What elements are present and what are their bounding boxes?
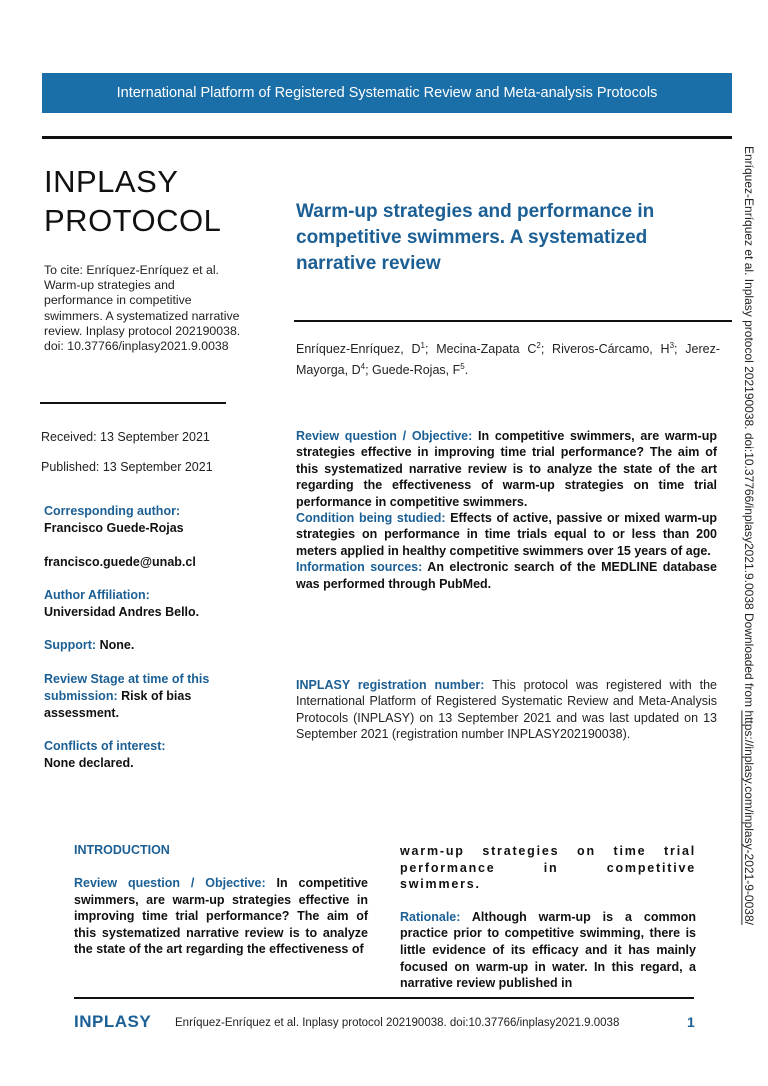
affiliation-label: Author Affiliation: (44, 588, 150, 602)
conflicts-value: None declared. (44, 756, 134, 770)
author-list-end: . (464, 363, 469, 378)
protocol-heading (44, 162, 221, 240)
registration-text: This protocol was registered with the International Platform of Registered Systematic Review and Meta-Analysis Protocols (INPLASY) on 13 September 2021 and was last updated on 13 September 2021 (registration number INPLASY202190038). (296, 678, 717, 742)
journal-banner: International Platform of Registered Systematic Review and Meta-analysis Protocols (42, 73, 732, 113)
heading-line-2: PROTOCOL (44, 203, 222, 238)
abstract-sources (296, 559, 717, 592)
review-stage (44, 671, 254, 722)
author-5-affil: 5 (460, 362, 465, 372)
intro-rationale (400, 909, 696, 992)
support (44, 637, 254, 654)
rationale-label: Rationale: (400, 909, 461, 924)
author-5: ; Guede-Rojas, F (365, 363, 461, 378)
side-note-text: Enríquez-Enríquez et al. Inplasy protocol 202190038. doi:10.37766/inplasy2021.9.0038 Downloaded from (742, 146, 756, 711)
abstract-question-label: Review question / Objective: (296, 429, 473, 443)
author-3-affil: 3 (669, 341, 675, 350)
side-note-link[interactable]: https://inplasy.com/inplasy-2021-9-0038/ (742, 710, 756, 925)
introduction-left-column (74, 875, 368, 958)
corresponding-name: Francisco Guede-Rojas (44, 521, 184, 535)
author-4: ; Jerez-Mayorga, D (296, 342, 720, 378)
author-3: ; Riveros-Cárcamo, H (540, 342, 670, 357)
abstract-question-text: In competitive swimmers, are warm-up strategies effective in improving time trial performance? The aim of this systematized narrative review is to analyze the state of the art regarding the effectiveness of warm-up strategies on time trial performance in competitive swimmers. (296, 429, 717, 509)
side-download-note (742, 146, 756, 1016)
registration-label: INPLASY registration number: (296, 678, 485, 692)
author-affiliation (44, 587, 254, 621)
heading-line-1: INPLASY (44, 164, 179, 199)
received-date: Received: 13 September 2021 (41, 430, 210, 444)
author-list (296, 337, 720, 379)
footer-brand: INPLASY (74, 1012, 152, 1031)
stage-value: Risk of bias assessment. (44, 689, 192, 720)
page-number: 1 (687, 1014, 695, 1030)
introduction-right-column (400, 843, 696, 992)
abstract-condition-label: Condition being studied: (296, 511, 446, 526)
footer-divider (74, 997, 694, 999)
abstract-sources-text: An electronic search of the MEDLINE database was performed through PubMed. (296, 560, 717, 591)
email-text[interactable]: francisco.guede@unab.cl (44, 555, 196, 569)
left-divider (40, 402, 226, 404)
author-4-affil: 4 (360, 362, 366, 372)
intro-continuation: warm-up strategies on time trial performance in competitive swimmers. (400, 844, 696, 892)
abstract-question (296, 428, 717, 510)
title-divider (294, 320, 732, 322)
author-2: ; Mecina-Zapata C (424, 342, 537, 357)
author-2-affil: 2 (536, 341, 541, 350)
stage-label: Review Stage at time of this submission: (44, 672, 210, 703)
corresponding-author (44, 503, 254, 537)
affiliation-value: Universidad Andres Bello. (44, 605, 200, 619)
top-divider (42, 136, 732, 139)
published-date: Published: 13 September 2021 (41, 460, 213, 474)
author-1: Enríquez-Enríquez, D (296, 342, 421, 357)
abstract-condition-text: Effects of active, passive or mixed warm-up strategies on performance in time trials equal to or less than 200 meters applied in healthy competitive swimmers over 15 years of age. (296, 511, 717, 558)
conflicts-label: Conflicts of interest: (44, 739, 166, 753)
intro-question-text: In competitive swimmers, are warm-up strategies effective in improving time trial performance? The aim of this systematized narrative review is to analyze the state of the art regarding the effectiveness of (74, 876, 368, 957)
paper-title: Warm-up strategies and performance in competitive swimmers. A systematized narrative review (296, 201, 655, 274)
abstract (296, 428, 717, 592)
corresponding-label: Corresponding author: (44, 504, 181, 518)
introduction-heading: INTRODUCTION (74, 843, 170, 857)
abstract-condition (296, 510, 717, 559)
registration-info (296, 677, 717, 743)
conflicts-of-interest (44, 738, 254, 772)
abstract-sources-label: Information sources: (296, 560, 423, 575)
rationale-text: Although warm-up is a common practice prior to competitive swimming, there is little evidence of its efficacy and it has mainly focused on warm-up in water. In this regard, a narrative review published in (400, 909, 696, 991)
author-email[interactable] (44, 554, 254, 571)
citation-block: To cite: Enríquez-Enríquez et al. Warm-up strategies and performance in competitive swimmers. A systematized narrative review. Inplasy protocol 202190038. doi: 10.37766/inplasy2021.9.0038 (44, 263, 241, 354)
support-value: None. (99, 638, 135, 652)
support-label: Support: (44, 638, 97, 652)
footer-citation: Enríquez-Enríquez et al. Inplasy protocol 202190038. doi:10.37766/inplasy2021.9.0038 (175, 1017, 620, 1029)
intro-question-label: Review question / Objective: (74, 876, 266, 890)
author-1-affil: 1 (420, 341, 425, 350)
